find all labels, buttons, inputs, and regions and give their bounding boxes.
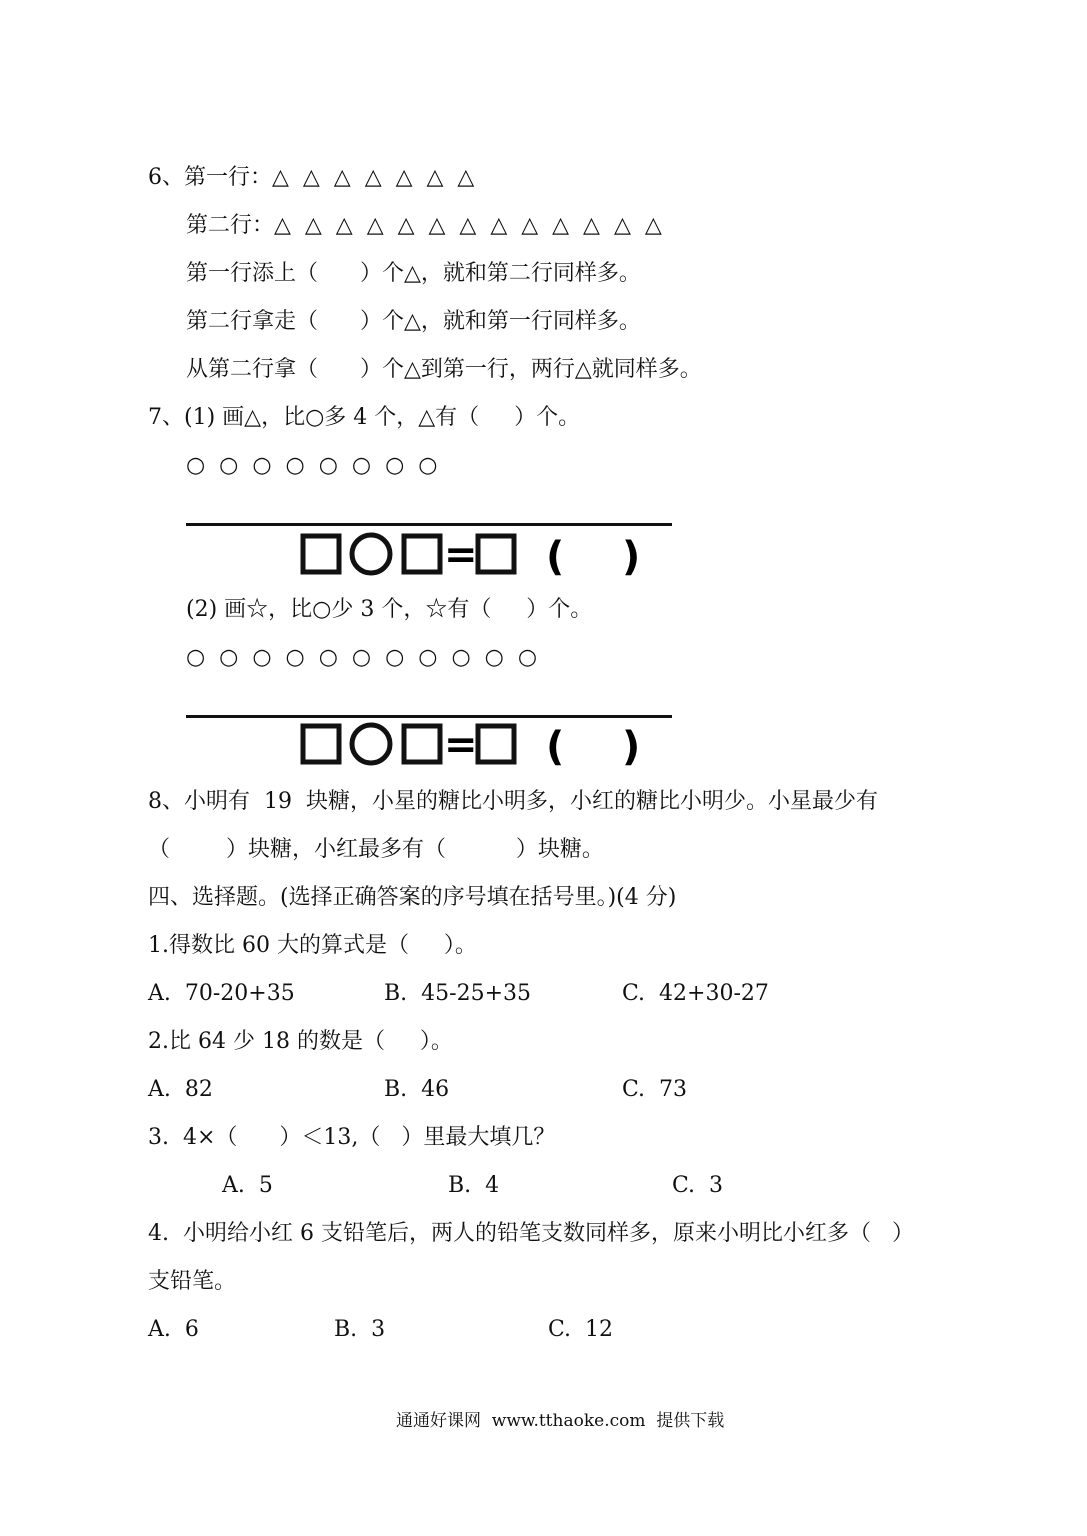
- choice-question-3: 3. 4×（ ）＜13,（ ）里最大填几？: [148, 1125, 556, 1150]
- choice-3-option-b: B. 4: [448, 1173, 500, 1198]
- q7-circles-row-2: ○ ○ ○ ○ ○ ○ ○ ○ ○ ○ ○: [186, 645, 538, 670]
- footer-credit: 通通好课网 www.tthaoke.com 提供下载: [396, 1411, 725, 1431]
- equation-box: [303, 726, 339, 762]
- choice-2-option-b: B. 46: [384, 1077, 450, 1102]
- equation-box: [404, 536, 440, 572]
- choice-question-4-continued: 支铅笔。: [148, 1269, 237, 1294]
- q7-drawing-line-1: [186, 523, 672, 526]
- choice-2-option-a: A. 82: [148, 1077, 213, 1102]
- q6-row2: 第二行：△ △ △ △ △ △ △ △ △ △ △ △ △: [186, 213, 662, 238]
- equals-sign: =: [444, 722, 478, 768]
- equation-box: [404, 726, 440, 762]
- choice-1-option-c: C. 42+30-27: [622, 981, 769, 1006]
- q6-subquestion-2: 第二行拿走（ ）个△，就和第一行同样多。: [186, 309, 641, 334]
- left-paren: (: [546, 534, 565, 578]
- q7-part2: (2) 画☆，比○少 3 个，☆有（ ）个。: [186, 597, 593, 622]
- choice-question-1: 1.得数比 60 大的算式是（ ）。: [148, 933, 477, 958]
- choice-1-option-a: A. 70-20+35: [148, 981, 295, 1006]
- equation-box: [478, 536, 514, 572]
- operator-circle: [352, 725, 390, 763]
- left-paren: (: [546, 724, 565, 768]
- q7-part1: 7、(1) 画△，比○多 4 个，△有（ ）个。: [148, 405, 581, 430]
- q7-circles-row-1: ○ ○ ○ ○ ○ ○ ○ ○: [186, 453, 438, 478]
- right-paren: ): [622, 724, 641, 768]
- equation-box: [303, 536, 339, 572]
- equation-box: [478, 726, 514, 762]
- choice-4-option-b: B. 3: [334, 1317, 386, 1342]
- choice-question-2: 2.比 64 少 18 的数是（ ）。: [148, 1029, 453, 1054]
- q6-row1: 6、第一行：△ △ △ △ △ △ △: [148, 165, 475, 190]
- q7-drawing-line-2: [186, 715, 672, 718]
- operator-circle: [352, 535, 390, 573]
- choice-4-option-a: A. 6: [148, 1317, 199, 1342]
- choice-question-4: 4. 小明给小红 6 支铅笔后，两人的铅笔支数同样多，原来小明比小红多（ ）: [148, 1221, 914, 1246]
- q7-equation-template-2: [300, 720, 672, 768]
- choice-2-option-c: C. 73: [622, 1077, 688, 1102]
- q8-line-2: （ ）块糖，小红最多有（ ）块糖。: [148, 837, 604, 862]
- section4-heading: 四、选择题。(选择正确答案的序号填在括号里。)(4 分): [148, 885, 677, 910]
- q8-line-1: 8、小明有 19 块糖，小星的糖比小明多，小红的糖比小明少。小星最少有: [148, 789, 878, 814]
- q6-subquestion-1: 第一行添上（ ）个△，就和第二行同样多。: [186, 261, 641, 286]
- q7-equation-template-1: [300, 530, 672, 578]
- q6-subquestion-3: 从第二行拿（ ）个△到第一行，两行△就同样多。: [186, 357, 702, 382]
- right-paren: ): [622, 534, 641, 578]
- choice-3-option-a: A. 5: [222, 1173, 273, 1198]
- choice-4-option-c: C. 12: [548, 1317, 614, 1342]
- choice-3-option-c: C. 3: [672, 1173, 724, 1198]
- choice-1-option-b: B. 45-25+35: [384, 981, 531, 1006]
- equals-sign: =: [444, 532, 478, 578]
